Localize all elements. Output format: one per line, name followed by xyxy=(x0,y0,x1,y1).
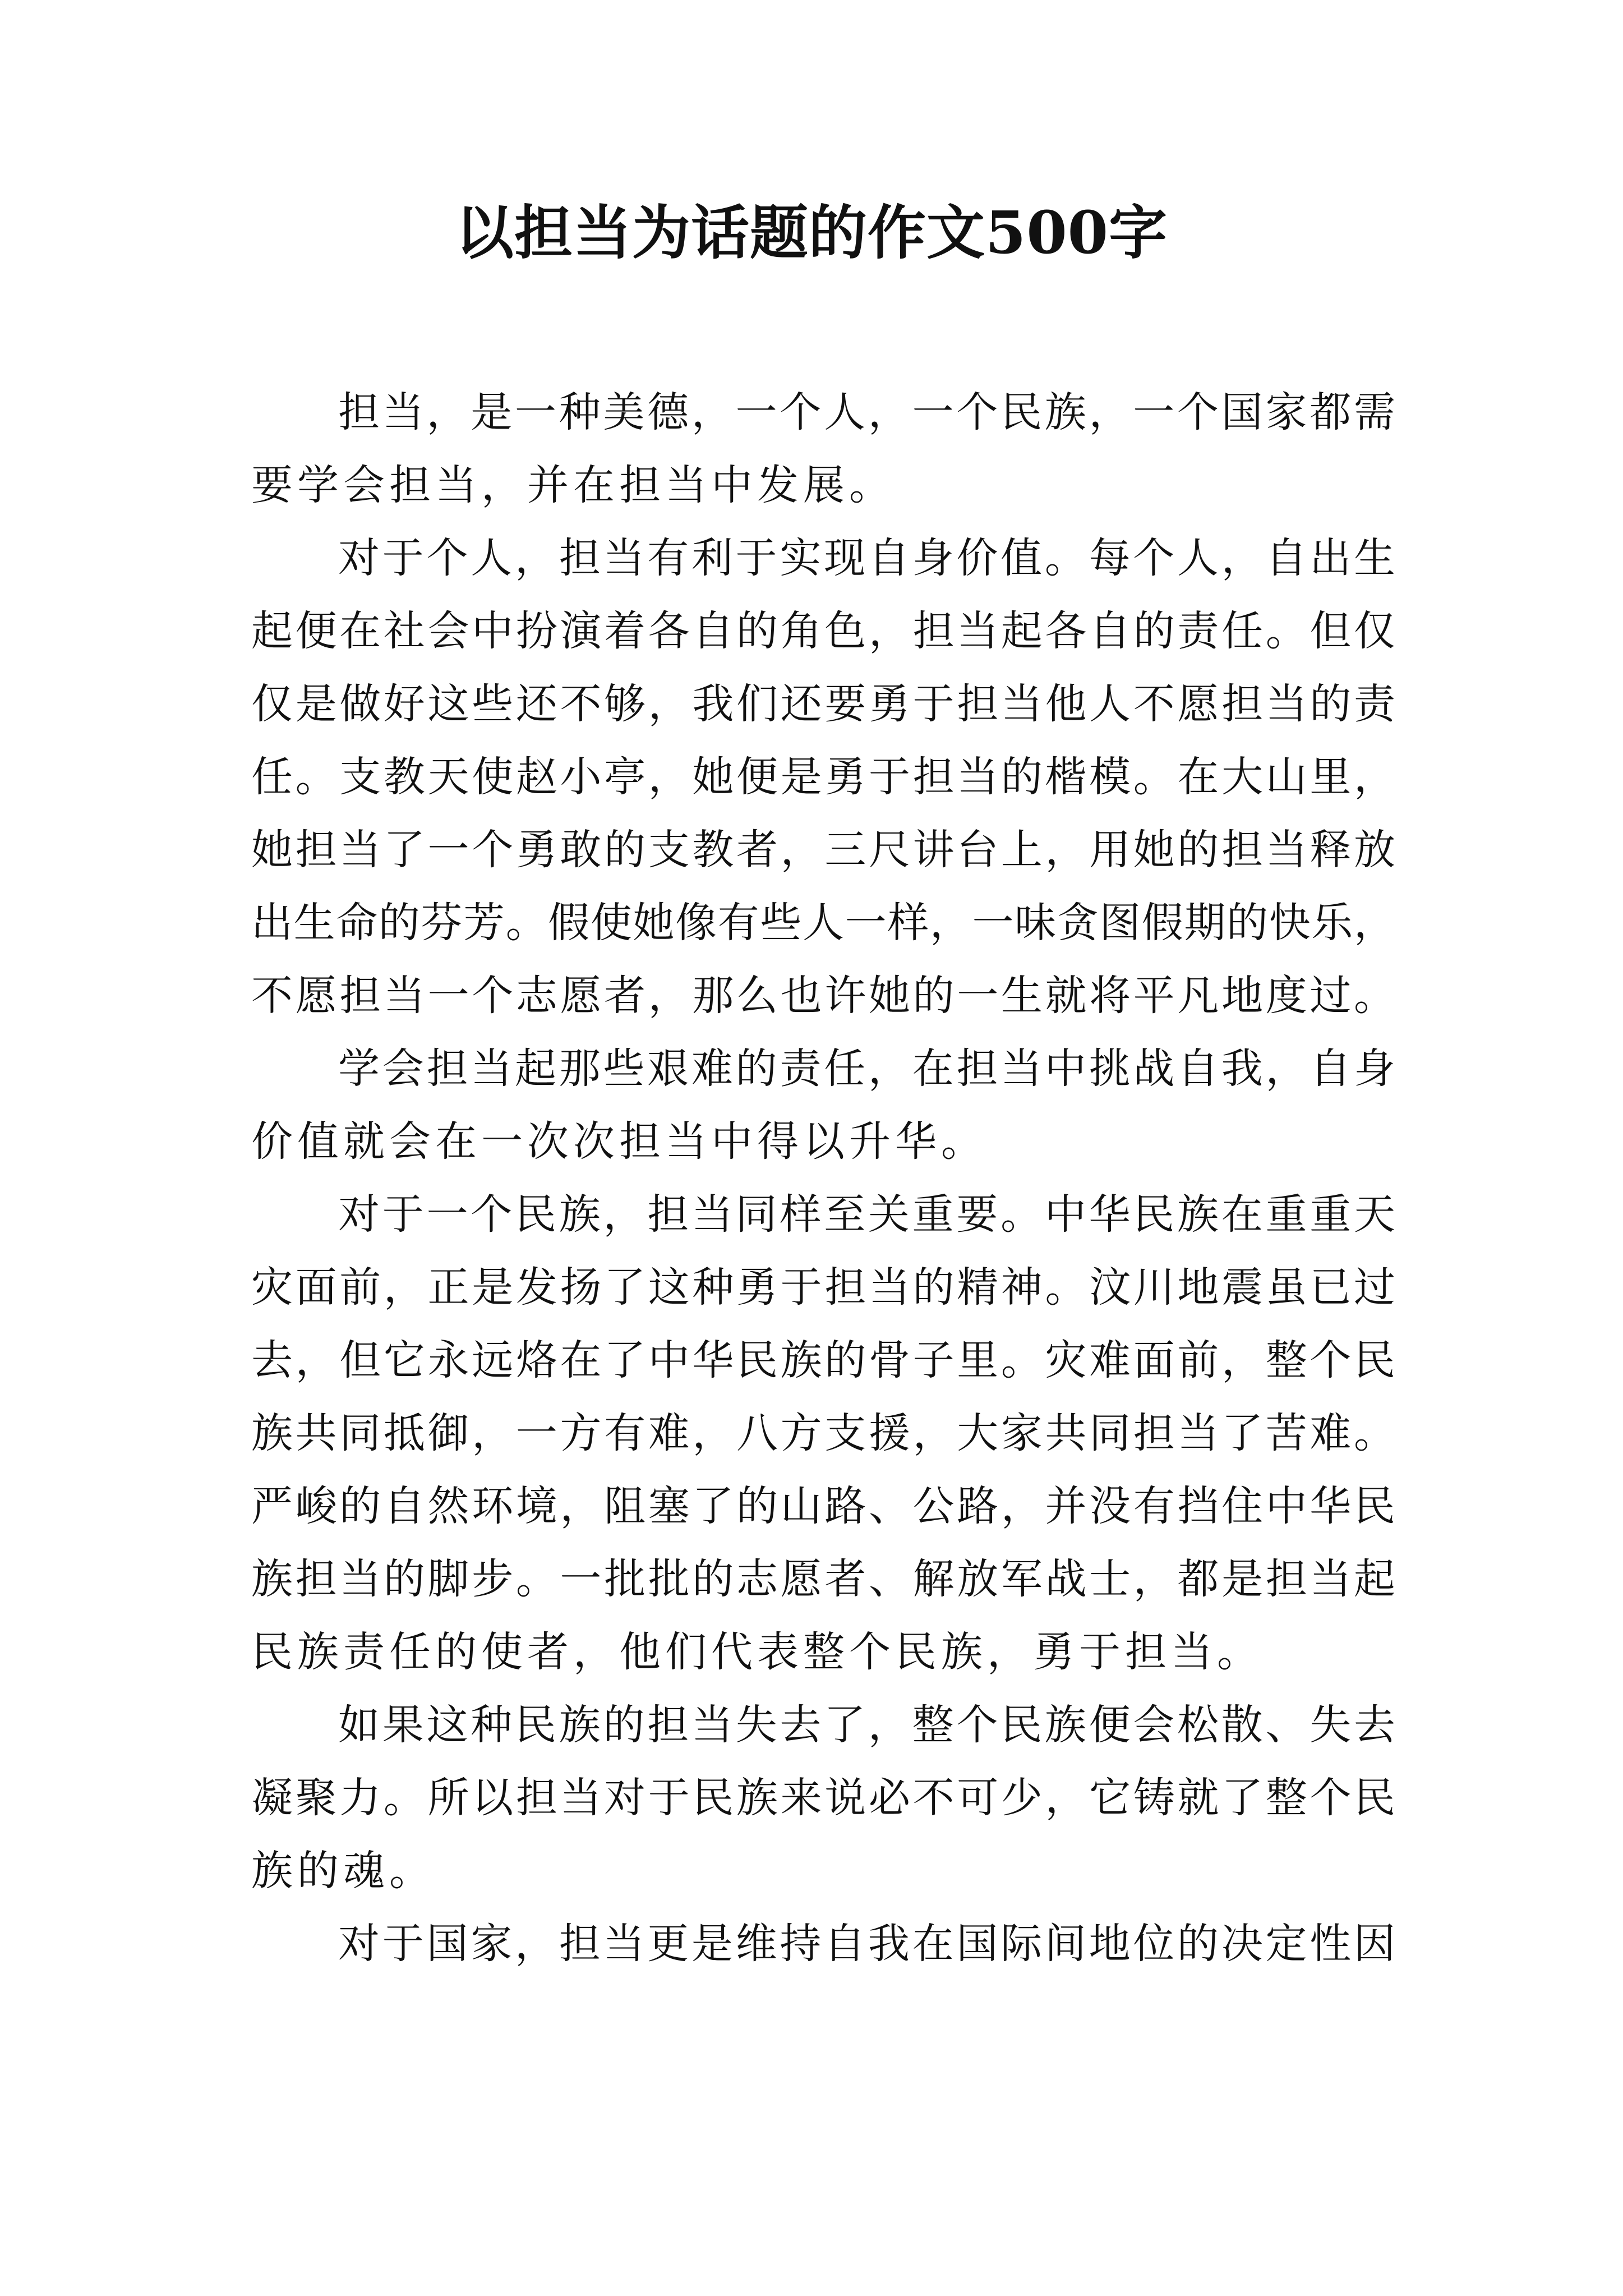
text-line: 族担当的脚步。一批批的志愿者、解放军战士，都是担当起 xyxy=(251,1555,1395,1603)
text-line: 任。支教天使赵小亭，她便是勇于担当的楷模。在大山里， xyxy=(251,753,1395,801)
document-title: 以担当为话题的作文500字 xyxy=(455,198,1168,267)
text-line: 严峻的自然环境，阻塞了的山路、公路，并没有挡住中华民 xyxy=(251,1482,1395,1530)
text-line: 仅是做好这些还不够，我们还要勇于担当他人不愿担当的责 xyxy=(251,680,1395,728)
text-line: 出生命的芬芳。假使她像有些人一样，一味贪图假期的快乐， xyxy=(251,899,1395,947)
text-line: 对于国家，担当更是维持自我在国际间地位的决定性因 xyxy=(338,1920,1395,1968)
text-line: 担当，是一种美德，一个人，一个民族，一个国家都需 xyxy=(338,388,1395,436)
text-line: 起便在社会中扮演着各自的角色，担当起各自的责任。但仅 xyxy=(251,607,1395,655)
text-line: 要学会担当，并在担当中发展。 xyxy=(251,461,895,509)
text-line: 价值就会在一次次担当中得以升华。 xyxy=(251,1117,987,1166)
text-line: 凝聚力。所以担当对于民族来说必不可少，它铸就了整个民 xyxy=(251,1774,1395,1822)
text-line: 灾面前，正是发扬了这种勇于担当的精神。汶川地震虽已过 xyxy=(251,1263,1395,1312)
text-line: 如果这种民族的担当失去了，整个民族便会松散、失去 xyxy=(338,1701,1395,1749)
text-line: 对于一个民族，担当同样至关重要。中华民族在重重天 xyxy=(338,1190,1395,1239)
text-line: 族共同抵御，一方有难，八方支援，大家共同担当了苦难。 xyxy=(251,1409,1395,1457)
document-body xyxy=(251,376,1395,1980)
text-line: 族的魂。 xyxy=(251,1847,435,1895)
text-line: 去，但它永远烙在了中华民族的骨子里。灾难面前，整个民 xyxy=(251,1336,1395,1384)
text-line: 不愿担当一个志愿者，那么也许她的一生就将平凡地度过。 xyxy=(251,972,1395,1020)
text-line: 民族责任的使者，他们代表整个民族，勇于担当。 xyxy=(251,1628,1263,1676)
text-line: 她担当了一个勇敢的支教者，三尺讲台上，用她的担当释放 xyxy=(251,826,1395,874)
text-line: 对于个人，担当有利于实现自身价值。每个人，自出生 xyxy=(338,534,1395,582)
text-line: 学会担当起那些艰难的责任，在担当中挑战自我，自身 xyxy=(338,1045,1395,1093)
